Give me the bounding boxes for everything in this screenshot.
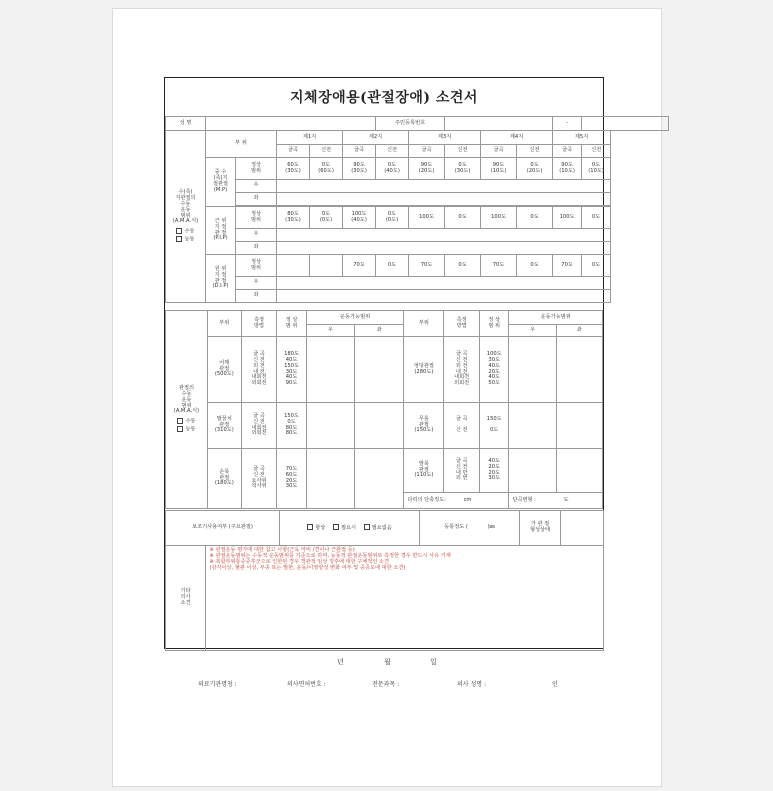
day-label: 일 <box>430 658 437 666</box>
flex-header: 굴곡 <box>553 145 582 158</box>
mp-normal: 0도 (20도) <box>517 158 553 180</box>
right-label: 우 <box>236 277 277 290</box>
rom-header-right: 운동가능범위 <box>509 311 603 325</box>
pip-normal: 100도 <box>481 207 517 229</box>
assist-table <box>165 510 604 651</box>
right-label: 우 <box>236 229 277 242</box>
checkbox-icon[interactable] <box>177 426 183 432</box>
ext-header: 신전 <box>376 145 409 158</box>
flex-header: 굴곡 <box>481 145 517 158</box>
elbow-left-entry[interactable] <box>355 403 404 449</box>
elbow-method: 굴 곡 신 전 내회전 외회전 <box>241 403 277 449</box>
dip-normal: 70도 <box>409 255 445 277</box>
part-header-right: 부위 <box>404 311 444 337</box>
dip-normal: 0도 <box>582 255 611 277</box>
mp-normal: 0도 (10도) <box>582 158 611 180</box>
remark-line-2: ※ 관절운동범위는 수동적 운동범위를 기준으로 하며, 능동적 관절운동범위로 측정한 경우 반드시 사유 기재 <box>209 552 451 559</box>
ext-header: 신전 <box>582 145 611 158</box>
normal-range-label: 정상 범위 <box>236 158 277 180</box>
knee-method: 굴 곡 신 전 <box>444 403 480 449</box>
pain-cell[interactable] <box>420 511 520 546</box>
ext-header: 신전 <box>517 145 553 158</box>
ankylosis-cell[interactable] <box>509 493 603 509</box>
finger-section-cell <box>166 131 206 303</box>
name-label: 성 명 <box>166 117 206 131</box>
pip-normal: 80도 (30도) <box>277 207 310 229</box>
pip-normal: 100도 <box>409 207 445 229</box>
rom-header-left: 운동가능범위 <box>306 311 404 325</box>
pip-normal: 0도 (0도) <box>376 207 409 229</box>
rrn-first-field[interactable] <box>445 117 553 131</box>
shoulder-method: 굴 곡 신 전 외 전 내 전 내회전 외회전 <box>241 337 277 403</box>
instability-entry[interactable] <box>561 511 603 545</box>
joint-section-label: 관절의 수동 운동 범위 (A.M.A.식) <box>173 384 200 415</box>
flex-header: 굴곡 <box>409 145 445 158</box>
checkbox-icon[interactable] <box>333 524 339 530</box>
right-header: 우 <box>509 325 556 337</box>
shoulder-label: 어깨 관절 (500도) <box>208 337 242 403</box>
pain-unit: )㎜ <box>487 524 495 531</box>
assist-label: 보조기사용여부 (주요관절) <box>166 511 280 546</box>
mp-normal: 60도 (30도) <box>277 158 310 180</box>
remarks-label: 기타 의사 소견 <box>166 546 206 650</box>
finger-rom-table <box>165 116 669 131</box>
assist-opt-when-needed[interactable]: 필요시 <box>333 525 356 531</box>
pip-right-entry[interactable] <box>277 229 611 242</box>
pip-normal: 0도 <box>582 207 611 229</box>
shoulder-normal: 180도 40도 150도 30도 40도 90도 <box>277 337 306 403</box>
left-label: 좌 <box>236 290 277 303</box>
leg-shortening-label: 다리의 단축정도: <box>407 496 446 503</box>
rrn-second-field[interactable] <box>582 117 669 131</box>
checkbox-icon[interactable] <box>176 228 182 234</box>
left-label: 좌 <box>236 193 277 206</box>
dip-normal: 70도 <box>553 255 582 277</box>
finger-opt-active[interactable]: 능동 <box>166 236 205 243</box>
joint-rom-table <box>165 310 603 509</box>
ankle-method: 굴 곡 신 전 내 반 외 번 <box>444 449 480 493</box>
hip-label: 엉덩관절 (280도) <box>404 337 444 403</box>
ankle-right-entry[interactable] <box>509 449 556 493</box>
mp-right-entry[interactable] <box>277 180 611 193</box>
hip-normal: 100도 30도 40도 20도 40도 50도 <box>480 337 509 403</box>
hospital-label: 의료기관명칭 : <box>198 681 237 688</box>
finger-header-1: 제1지 <box>277 131 343 145</box>
ext-header: 신전 <box>310 145 343 158</box>
dip-normal: 70도 <box>343 255 376 277</box>
assist-options <box>280 511 420 546</box>
disability-form <box>164 77 604 649</box>
degree-unit: 도 <box>563 496 569 503</box>
normal-header-left: 정 상 범 위 <box>277 311 306 337</box>
mp-normal: 90도 (20도) <box>409 158 445 180</box>
name-field[interactable] <box>206 117 376 131</box>
dip-joint-label: 원 위 지 절 관 절 (D.I.P) <box>206 255 236 303</box>
method-header-right: 측정 방법 <box>444 311 480 337</box>
finger-section-label: 수(족) 지관절의 수동 운동 범위 (A.M.A.식) <box>172 188 199 225</box>
dip-normal <box>277 255 310 277</box>
part-header: 부 위 <box>206 131 277 158</box>
hip-left-entry[interactable] <box>556 337 602 403</box>
wrist-label: 손목 관절 (180도) <box>208 449 242 509</box>
remarks-area[interactable] <box>209 546 604 651</box>
part-header-left: 부위 <box>208 311 242 337</box>
flex-header: 굴곡 <box>277 145 310 158</box>
joint-opt-passive[interactable]: 수동 <box>166 418 207 425</box>
flex-header: 굴곡 <box>343 145 376 158</box>
right-label: 우 <box>236 180 277 193</box>
specialty-label: 전문과목 : <box>372 681 400 688</box>
ankle-label: 발목 관절 (110도) <box>404 449 444 493</box>
pip-joint-label: 근 위 지 절 관 절 (P.I.P) <box>206 207 236 255</box>
ankylosis-label: 단곡변형 : <box>512 496 536 503</box>
wrist-normal: 70도 60도 20도 30도 <box>277 449 306 509</box>
left-label: 좌 <box>236 242 277 255</box>
pip-normal: 0도 <box>445 207 481 229</box>
wrist-method: 굴 곡 신 전 요사위 척사위 <box>241 449 277 509</box>
finger-rom-body <box>165 130 669 303</box>
rrn-dash: - <box>553 117 582 131</box>
dip-normal: 70도 <box>481 255 517 277</box>
elbow-right-entry[interactable] <box>306 403 354 449</box>
checkbox-icon[interactable] <box>307 524 313 530</box>
mp-normal: 90도 (10도) <box>481 158 517 180</box>
pip-left-entry[interactable] <box>277 242 611 255</box>
finger-header-4: 제4지 <box>481 131 553 145</box>
checkbox-icon[interactable] <box>364 524 370 530</box>
knee-normal: 150도 0도 <box>480 403 509 449</box>
knee-right-entry[interactable] <box>509 403 556 449</box>
joint-section-cell <box>166 311 208 509</box>
right-header: 우 <box>306 325 354 337</box>
normal-range-label: 정상 범위 <box>236 207 277 229</box>
mp-normal: 90도 (10도) <box>553 158 582 180</box>
mp-normal: 0도 (60도) <box>310 158 343 180</box>
pain-label: 동통정도 ( <box>444 524 468 531</box>
shoulder-right-entry[interactable] <box>306 337 354 403</box>
knee-label: 무릎 관절 (150도) <box>404 403 444 449</box>
normal-header-right: 정 상 범 위 <box>480 311 509 337</box>
year-label: 년 <box>337 658 344 666</box>
pip-normal: 100도 <box>553 207 582 229</box>
pip-normal: 100도 (40도) <box>343 207 376 229</box>
shoulder-left-entry[interactable] <box>355 337 404 403</box>
hip-method: 굴 곡 신 전 외 전 내 전 내회전 외회전 <box>444 337 480 403</box>
license-label: 의사면허번호 : <box>287 681 326 688</box>
month-label: 월 <box>384 658 391 666</box>
pip-normal: 0도 (0도) <box>310 207 343 229</box>
form-title: 지체장애용(관절장애) 소견서 <box>165 78 603 117</box>
elbow-normal: 150도 0도 80도 80도 <box>277 403 306 449</box>
hip-right-entry[interactable] <box>509 337 556 403</box>
normal-range-label: 정상 범위 <box>236 255 277 277</box>
pip-normal: 0도 <box>517 207 553 229</box>
ankle-normal: 40도 20도 20도 30도 <box>480 449 509 493</box>
method-header-left: 측정 방법 <box>241 311 277 337</box>
checkbox-icon[interactable] <box>176 236 182 242</box>
finger-header-2: 제2지 <box>343 131 409 145</box>
left-header: 좌 <box>556 325 602 337</box>
finger-header-5: 제5지 <box>553 131 611 145</box>
checkbox-icon[interactable] <box>177 418 183 424</box>
instability-label: 가 관 절 형성상태 <box>520 511 561 545</box>
dip-normal: 0도 <box>445 255 481 277</box>
joint-opt-active[interactable]: 능동 <box>166 426 207 433</box>
knee-left-entry[interactable] <box>556 403 602 449</box>
remark-line-4: (감각이상, 혈관 이상, 부종 또는 발한, 운동/이영양성 변화 여부 및 중증도에 대한 소견) <box>209 564 406 571</box>
mp-joint-label: 중 수 (족)지 절관절 (M.P) <box>206 158 236 207</box>
wrist-left-entry[interactable] <box>355 449 404 509</box>
instability-cell <box>520 511 604 546</box>
left-header: 좌 <box>355 325 404 337</box>
ankle-left-entry[interactable] <box>556 449 602 493</box>
wrist-right-entry[interactable] <box>306 449 354 509</box>
mp-normal: 0도 (40도) <box>376 158 409 180</box>
doctor-label: 의사 성명 : <box>457 681 487 688</box>
dip-right-entry[interactable] <box>277 277 611 290</box>
dip-normal <box>310 255 343 277</box>
assist-opt-not-needed[interactable]: 필요없음 <box>364 525 392 531</box>
dip-normal: 0도 <box>376 255 409 277</box>
remark-line-3: ※ 복합부위통증증후군으로 인한된 경우 객관적 임상 징후에 대한 구체적인 소견 <box>209 558 390 565</box>
elbow-label: 팔꿈치 관절 (310도) <box>208 403 242 449</box>
dip-normal: 0도 <box>517 255 553 277</box>
assist-opt-always[interactable]: 항상 <box>307 525 325 531</box>
cm-unit: cm <box>463 496 472 503</box>
rrn-label: 주민등록번호 <box>376 117 445 131</box>
mp-normal: 0도 (30도) <box>445 158 481 180</box>
finger-header-3: 제3지 <box>409 131 481 145</box>
mp-left-entry[interactable] <box>277 193 611 206</box>
leg-shortening-cell[interactable] <box>404 493 509 509</box>
ext-header: 신전 <box>445 145 481 158</box>
dip-left-entry[interactable] <box>277 290 611 303</box>
seal-label: 인 <box>552 681 558 688</box>
finger-opt-passive[interactable]: 수동 <box>166 228 205 235</box>
mp-normal: 90도 (30도) <box>343 158 376 180</box>
remark-line-1: ※ 관절운동 평가에 대한 참고 사항(근육 마비 /견이나 근관절 등) <box>209 547 355 553</box>
